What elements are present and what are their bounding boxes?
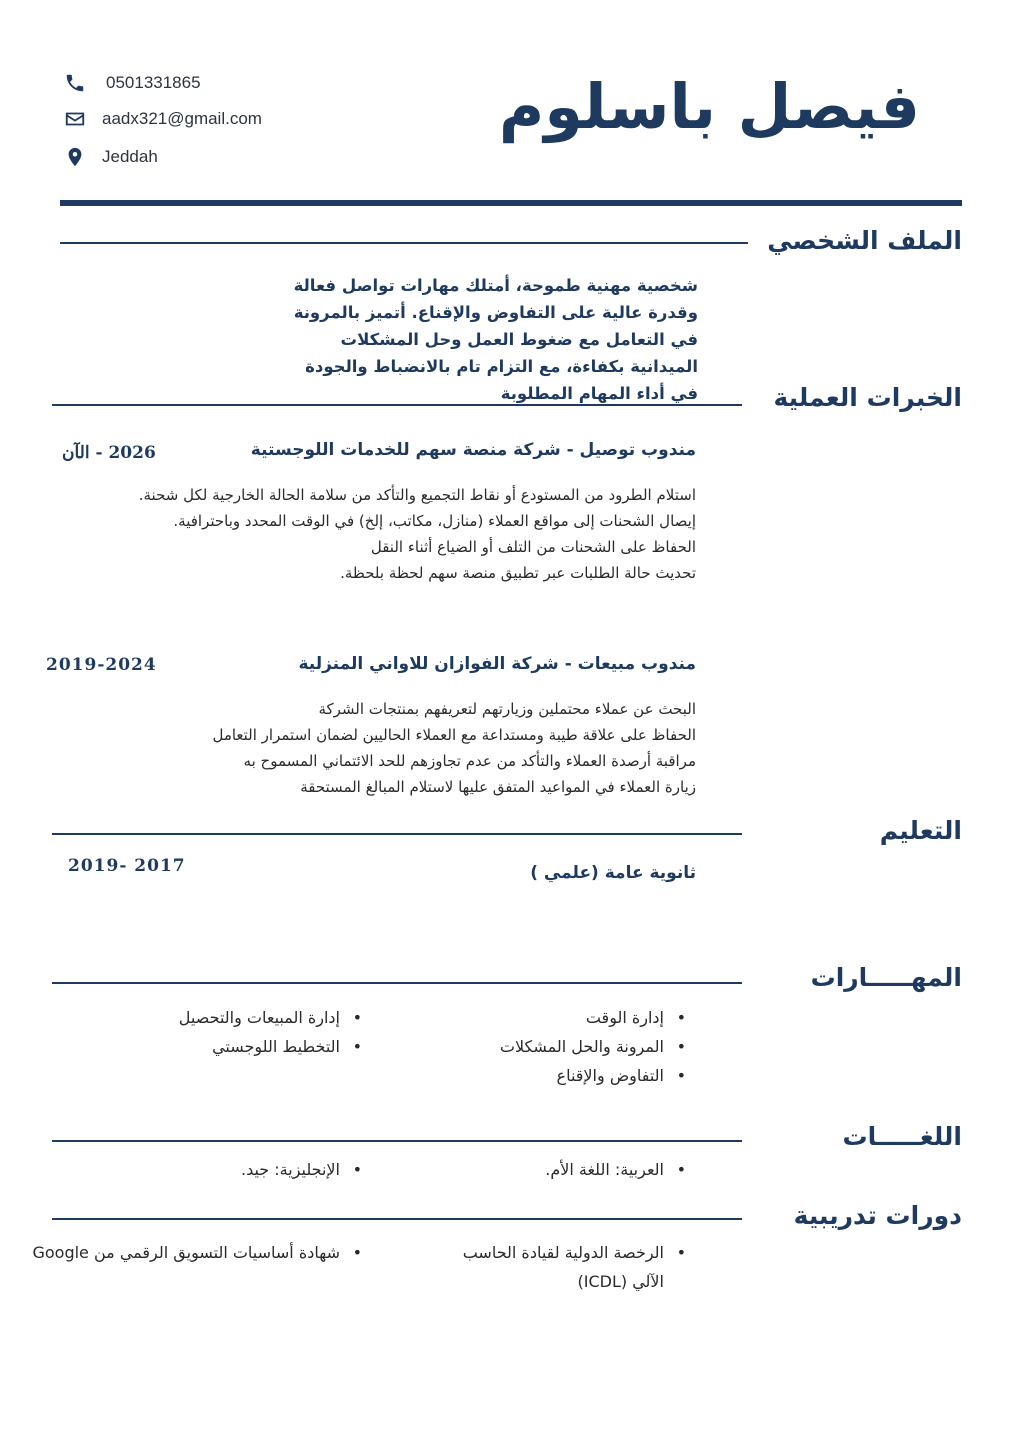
- job-duties-1: [56, 482, 696, 586]
- person-name: فيصل باسلوم: [498, 70, 920, 143]
- list-item: زيارة العملاء في المواعيد المتفق عليها لاستلام المبالغ المستحقة: [300, 778, 696, 796]
- email-address: aadx321@gmail.com: [102, 109, 262, 128]
- job-duties-2: [56, 696, 696, 800]
- list-item: البحث عن عملاء محتملين وزيارتهم لتعريفهم بمنتجات الشركة: [318, 700, 696, 718]
- section-title-profile: الملف الشخصي: [767, 226, 962, 255]
- list-item: مراقبة أرصدة العملاء والتأكد من عدم تجاوزهم للحد الائتماني المسموح به: [243, 752, 696, 770]
- job-date-2: 2019-2024: [46, 655, 157, 675]
- section-rule-education: [52, 833, 742, 835]
- contact-phone: [64, 71, 201, 95]
- list-item: • إدارة الوقت: [426, 1003, 686, 1032]
- list-item: • التخطيط اللوجستي: [102, 1032, 362, 1061]
- section-title-education: التعليم: [879, 816, 962, 845]
- section-rule-languages: [52, 1140, 742, 1142]
- languages-list-right: [426, 1155, 686, 1184]
- list-item: • إدارة المبيعات والتحصيل: [102, 1003, 362, 1032]
- skills-list-left: [102, 1003, 362, 1061]
- section-rule-skills: [52, 982, 742, 984]
- list-item: • العربية: اللغة الأم.: [426, 1155, 686, 1184]
- languages-list-left: [102, 1155, 362, 1184]
- phone-icon: [64, 72, 86, 94]
- section-title-languages: اللغـــــات: [842, 1122, 962, 1151]
- header-divider: [60, 200, 962, 206]
- job-title-1: مندوب توصيل - شركة منصة سهم للخدمات اللوجستية: [250, 440, 696, 460]
- list-item: تحديث حالة الطلبات عبر تطبيق منصة سهم لحظة بلحظة.: [340, 564, 696, 582]
- skills-list-right: [426, 1003, 686, 1090]
- list-item: إيصال الشحنات إلى مواقع العملاء (منازل، مكاتب، إلخ) في الوقت المحدد وباحترافية.: [173, 512, 696, 530]
- location-pin-icon: [64, 146, 86, 168]
- profile-summary: شخصية مهنية طموحة، أمتلك مهارات تواصل فعالة وقدرة عالية على التفاوض والإقناع. أتميز بالمرونة في التعامل مع ضغوط العمل وحل المشكلات الميدانية بكفاءة، مع التزام تام بالانضباط والجودة في أداء المهام المطلوبة: [293, 276, 698, 403]
- job-title-2: مندوب مبيعات - شركة الفوازان للاواني المنزلية: [298, 654, 696, 674]
- section-title-courses: دورات تدريبية: [793, 1201, 962, 1230]
- section-rule-experience: [52, 404, 742, 406]
- mail-icon: [64, 108, 86, 130]
- education-degree: ثانوية عامة (علمي ): [530, 863, 696, 883]
- list-item: • المرونة والحل المشكلات: [426, 1032, 686, 1061]
- list-item: • شهادة أساسيات التسويق الرقمي من Google: [2, 1238, 362, 1267]
- course-continuation: الآلي (ICDL): [577, 1272, 664, 1291]
- section-rule-courses: [52, 1218, 742, 1220]
- courses-list-left: [2, 1238, 362, 1267]
- section-title-experience: الخبرات العملية: [773, 383, 962, 412]
- location-text: Jeddah: [102, 147, 158, 166]
- phone-number: 0501331865: [106, 73, 201, 92]
- list-item: • الإنجليزية: جيد.: [102, 1155, 362, 1184]
- list-item: الحفاظ على الشحنات من التلف أو الضياع أثناء النقل: [370, 538, 696, 556]
- section-rule-profile: [60, 242, 748, 244]
- courses-list-right: [406, 1238, 686, 1267]
- list-item: • الرخصة الدولية لقيادة الحاسب: [406, 1238, 686, 1267]
- contact-email: [64, 107, 262, 131]
- job-date-1: 2026 - الآن: [62, 443, 156, 463]
- list-item: • التفاوض والإقناع: [426, 1061, 686, 1090]
- list-item: الحفاظ على علاقة طيبة ومستداعة مع العملاء الحاليين لضمان استمرار التعامل: [212, 726, 696, 744]
- section-title-skills: المهـــــارات: [810, 963, 962, 992]
- contact-location: [64, 145, 158, 169]
- list-item: استلام الطرود من المستودع أو نقاط التجميع والتأكد من سلامة الحالة الخارجية لكل شحنة.: [138, 486, 696, 504]
- education-date: 2019- 2017: [68, 856, 186, 876]
